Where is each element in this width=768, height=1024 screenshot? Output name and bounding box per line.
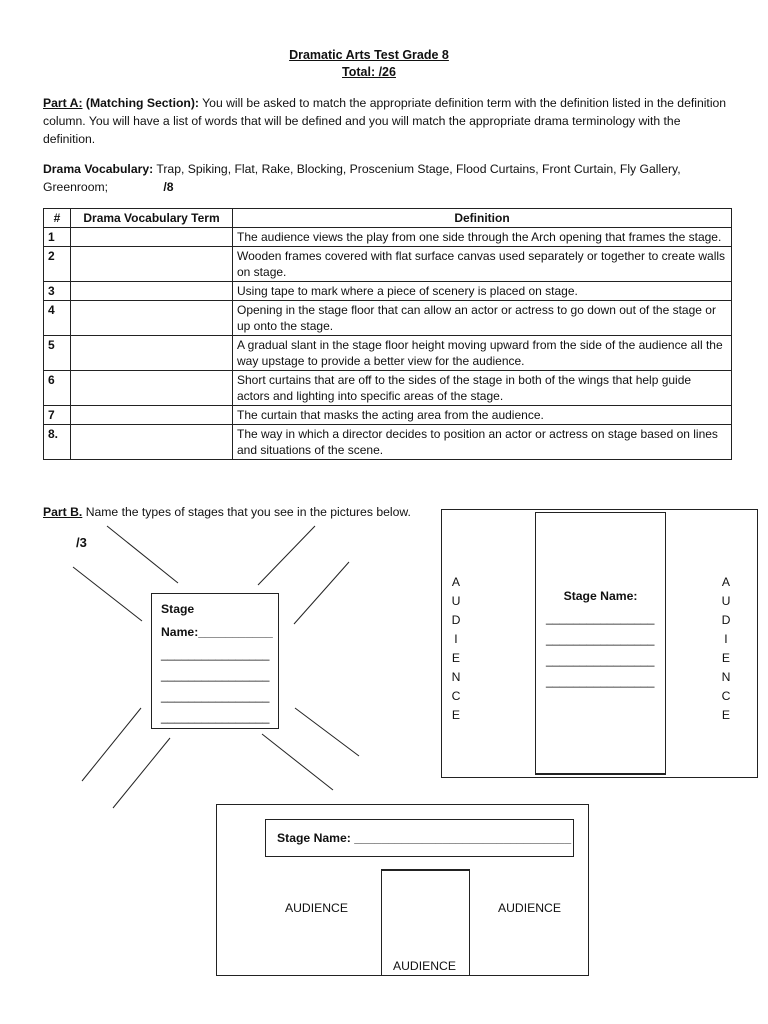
- stage-name-label: Stage Name:: [563, 589, 638, 603]
- definition-cell: The curtain that masks the acting area from the audience.: [233, 406, 732, 425]
- answer-blank[interactable]: ________________: [161, 668, 270, 682]
- definition-cell: Wooden frames covered with flat surface canvas used separately or together to create walls on stage.: [233, 247, 732, 282]
- stage-diagram-arena: [151, 593, 279, 729]
- answer-blank[interactable]: ________________: [546, 674, 655, 688]
- audience-letter: E: [451, 651, 461, 665]
- audience-letter: E: [451, 708, 461, 722]
- ray-line: [107, 526, 178, 583]
- audience-letter: C: [451, 689, 461, 703]
- col-header-number: #: [44, 209, 71, 228]
- stage-name-label[interactable]: Name:___________: [161, 625, 273, 639]
- row-number: 1: [44, 228, 71, 247]
- audience-label-left: AUDIENCE: [285, 901, 348, 915]
- row-number: 3: [44, 282, 71, 301]
- audience-letter: I: [724, 632, 728, 646]
- audience-letter: A: [721, 575, 731, 589]
- ray-line: [258, 526, 315, 585]
- audience-label-bottom: AUDIENCE: [393, 959, 456, 973]
- audience-letter: U: [451, 594, 461, 608]
- definition-cell: The audience views the play from one side through the Arch opening that frames the stage.: [233, 228, 732, 247]
- ray-line: [73, 567, 142, 621]
- part-a-text: You will be asked to match the appropriate definition term with the definition listed in the definition column. You will have a list of words that will be defined and you will match the appropriate drama terminology with the definition.: [43, 96, 727, 146]
- audience-vertical-right: [720, 573, 732, 725]
- ray-line: [294, 562, 349, 624]
- part-a-heading: (Matching Section):: [85, 96, 199, 110]
- answer-blank[interactable]: ________________: [161, 710, 270, 724]
- part-b-score: /3: [76, 535, 87, 550]
- total-score: Total: /26: [342, 65, 396, 79]
- row-number: 2: [44, 247, 71, 282]
- stage-name-label[interactable]: Stage Name: ________________________________: [277, 831, 572, 845]
- col-header-definition: Definition: [233, 209, 732, 228]
- audience-label-right: AUDIENCE: [498, 901, 561, 915]
- part-a-label: Part A:: [43, 96, 83, 110]
- answer-blank[interactable]: ________________: [161, 647, 270, 661]
- traverse-stage-area: [535, 512, 666, 775]
- part-b-label: Part B.: [43, 505, 83, 519]
- stage-name-box: [265, 819, 574, 857]
- answer-blank[interactable]: ________________: [546, 632, 655, 646]
- audience-letter: D: [721, 613, 731, 627]
- answer-blank[interactable]: ________________: [546, 611, 655, 625]
- stage-diagram-thrust: [216, 804, 589, 976]
- audience-letter: I: [454, 632, 458, 646]
- stage-diagram-traverse: [441, 509, 758, 778]
- ray-line: [295, 708, 359, 756]
- audience-letter: N: [721, 670, 731, 684]
- audience-letter: D: [451, 613, 461, 627]
- definition-cell: The way in which a director decides to position an actor or actress on stage based on lines and situations of the scene.: [233, 425, 732, 460]
- definition-cell: Opening in the stage floor that can allow an actor or actress to go down out of the stage or up onto the stage.: [233, 301, 732, 336]
- stage-label: Stage: [161, 602, 195, 616]
- row-number: 8.: [44, 425, 71, 460]
- ray-line: [82, 708, 141, 781]
- audience-letter: N: [451, 670, 461, 684]
- audience-vertical-left: [450, 573, 462, 725]
- page-title: Dramatic Arts Test Grade 8: [289, 48, 449, 62]
- audience-letter: E: [721, 708, 731, 722]
- part-b-text: Name the types of stages that you see in the pictures below.: [85, 505, 411, 519]
- part-a-score: /8: [163, 180, 174, 194]
- ray-line: [113, 738, 170, 808]
- row-number: 6: [44, 371, 71, 406]
- col-header-term: Drama Vocabulary Term: [71, 209, 233, 228]
- row-number: 5: [44, 336, 71, 371]
- audience-letter: C: [721, 689, 731, 703]
- definition-cell: A gradual slant in the stage floor height moving upward from the side of the audience all the way upstage to provide a better view for the audience.: [233, 336, 732, 371]
- definition-cell: Using tape to mark where a piece of scenery is placed on stage.: [233, 282, 732, 301]
- vocab-label: Drama Vocabulary:: [43, 162, 154, 176]
- audience-letter: U: [721, 594, 731, 608]
- row-number: 7: [44, 406, 71, 425]
- audience-letter: A: [451, 575, 461, 589]
- audience-letter: E: [721, 651, 731, 665]
- row-number: 4: [44, 301, 71, 336]
- ray-line: [262, 734, 333, 790]
- vocab-terms: Trap, Spiking, Flat, Rake, Blocking, Proscenium Stage, Flood Curtains, Front Curtain, Fly Gallery, Greenroom;: [43, 162, 681, 194]
- answer-blank[interactable]: ________________: [161, 689, 270, 703]
- definition-cell: Short curtains that are off to the sides of the stage in both of the wings that help guide actors and lighting into specific areas of the stage.: [233, 371, 732, 406]
- answer-blank[interactable]: ________________: [546, 653, 655, 667]
